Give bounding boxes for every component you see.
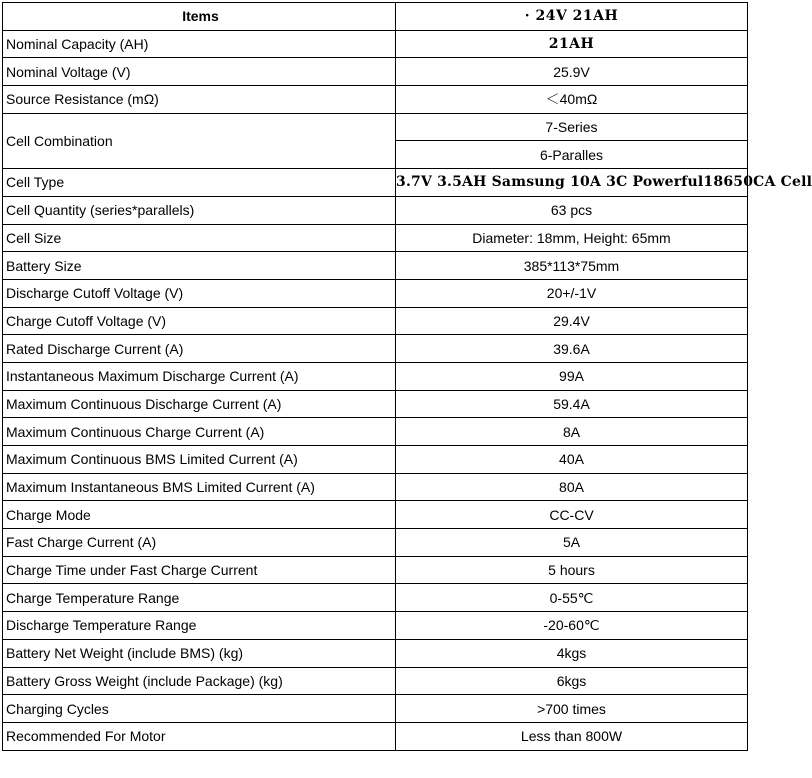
row-label: Maximum Instantaneous BMS Limited Current (A) <box>3 473 396 501</box>
row-label: Source Resistance (mΩ) <box>3 86 396 114</box>
row-label: Rated Discharge Current (A) <box>3 335 396 363</box>
table-row <box>3 224 748 252</box>
table-row <box>3 667 748 695</box>
row-value: 20+/-1V <box>396 279 748 307</box>
row-label: Instantaneous Maximum Discharge Current (A) <box>3 362 396 390</box>
row-label: Nominal Voltage (V) <box>3 58 396 86</box>
row-value: 99A <box>396 362 748 390</box>
row-value: 6kgs <box>396 667 748 695</box>
row-label: Fast Charge Current (A) <box>3 529 396 557</box>
row-value: 21AH <box>396 30 748 58</box>
row-value: 0-55℃ <box>396 584 748 612</box>
table-row <box>3 722 748 750</box>
row-label: Charge Temperature Range <box>3 584 396 612</box>
row-value: Diameter: 18mm, Height: 65mm <box>396 224 748 252</box>
table-row <box>3 418 748 446</box>
table-row <box>3 196 748 224</box>
row-value: 39.6A <box>396 335 748 363</box>
table-row <box>3 695 748 723</box>
row-label: Maximum Continuous Discharge Current (A) <box>3 390 396 418</box>
row-label: Cell Type <box>3 169 396 197</box>
table-row <box>3 252 748 280</box>
table-row <box>3 446 748 474</box>
table-row <box>3 556 748 584</box>
row-value: 80A <box>396 473 748 501</box>
table-row <box>3 529 748 557</box>
table-row <box>3 279 748 307</box>
table-row <box>3 307 748 335</box>
table-row <box>3 639 748 667</box>
table-row <box>3 86 748 114</box>
row-value: ＜40mΩ <box>396 86 748 114</box>
row-label: Recommended For Motor <box>3 722 396 750</box>
row-label: Maximum Continuous BMS Limited Current (A) <box>3 446 396 474</box>
row-value: 5 hours <box>396 556 748 584</box>
table-row <box>3 390 748 418</box>
row-value: 385*113*75mm <box>396 252 748 280</box>
row-value: -20-60℃ <box>396 612 748 640</box>
table-row <box>3 362 748 390</box>
row-label: Discharge Temperature Range <box>3 612 396 640</box>
table-row <box>3 473 748 501</box>
battery-spec-table <box>2 2 812 751</box>
row-label: Discharge Cutoff Voltage (V) <box>3 279 396 307</box>
row-value: 3.7V 3.5AH Samsung 10A 3C Powerful18650CA Cell <box>396 169 748 197</box>
row-label: Cell Size <box>3 224 396 252</box>
table-row <box>3 501 748 529</box>
row-label: Battery Gross Weight (include Package) (kg) <box>3 667 396 695</box>
table-row <box>3 612 748 640</box>
table-row <box>3 169 748 197</box>
row-value: 25.9V <box>396 58 748 86</box>
row-value: Less than 800W <box>396 722 748 750</box>
row-value: 63 pcs <box>396 196 748 224</box>
header-items: Items <box>3 3 396 31</box>
row-value: >700 times <box>396 695 748 723</box>
table-row <box>3 30 748 58</box>
row-value: 40A <box>396 446 748 474</box>
header-model: · 24V 21AH <box>396 3 748 31</box>
row-label: Battery Size <box>3 252 396 280</box>
table-row <box>3 584 748 612</box>
row-label: Cell Combination <box>3 113 396 168</box>
table-header-row <box>3 3 748 31</box>
row-value: 8A <box>396 418 748 446</box>
row-label: Charging Cycles <box>3 695 396 723</box>
row-label: Cell Quantity (series*parallels) <box>3 196 396 224</box>
table-row <box>3 113 748 141</box>
row-value: CC-CV <box>396 501 748 529</box>
row-value: 7-Series <box>396 113 748 141</box>
row-label: Charge Time under Fast Charge Current <box>3 556 396 584</box>
row-label: Nominal Capacity (AH) <box>3 30 396 58</box>
row-label: Maximum Continuous Charge Current (A) <box>3 418 396 446</box>
row-value: 59.4A <box>396 390 748 418</box>
row-label: Battery Net Weight (include BMS) (kg) <box>3 639 396 667</box>
row-label: Charge Cutoff Voltage (V) <box>3 307 396 335</box>
table-row <box>3 58 748 86</box>
row-label: Charge Mode <box>3 501 396 529</box>
table-row <box>3 335 748 363</box>
row-value: 4kgs <box>396 639 748 667</box>
row-value: 5A <box>396 529 748 557</box>
row-value: 29.4V <box>396 307 748 335</box>
row-value-secondary: 6-Paralles <box>396 141 748 169</box>
